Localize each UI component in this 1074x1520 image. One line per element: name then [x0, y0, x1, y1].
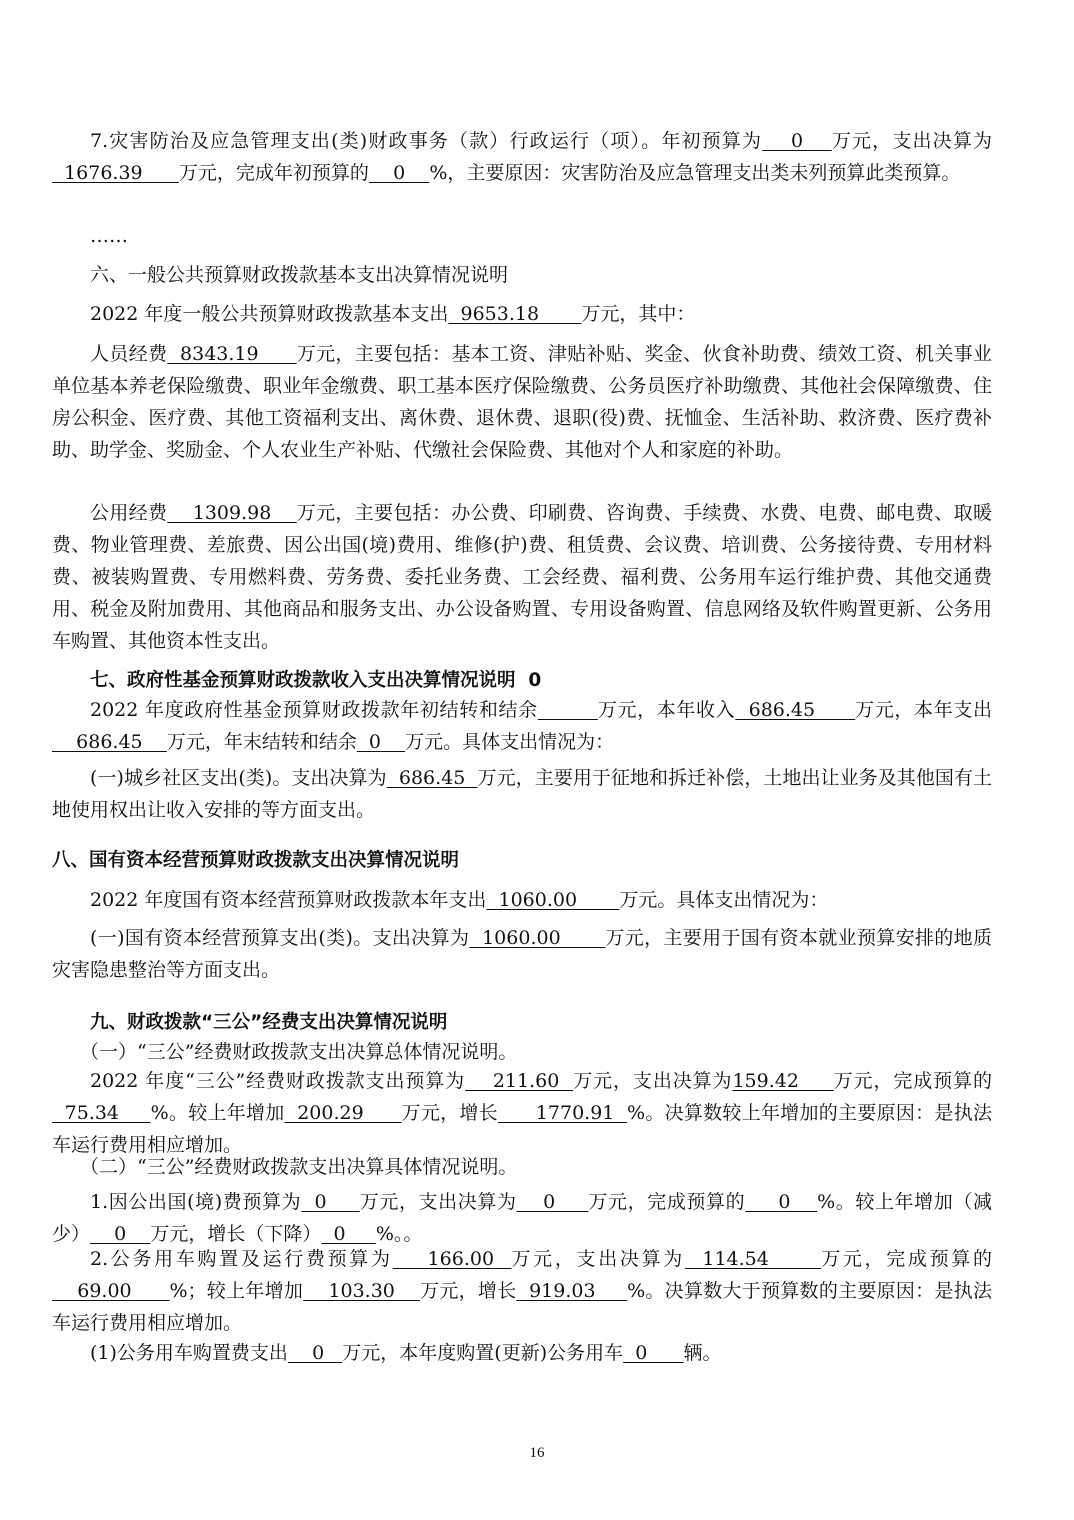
ellipsis: …… [90, 225, 128, 247]
section-6-title: 六、一般公共预算财政拨款基本支出决算情况说明 [90, 264, 509, 286]
value-percent: 0 [368, 162, 430, 184]
section-8-item-1: (一)国有资本经营预算支出(类)。支出决算为 1060.00 万元，主要用于国有资本就业预算安排的地质灾害隐患整治等方面支出。 [52, 927, 992, 981]
section-9-item-1: 1.因公出国(境)费预算为 0 万元，支出决算为 0 万元，完成预算的 0 %。较上年增加（减少） 0 万元，增长（下降） 0 %。。 [52, 1191, 992, 1245]
section-9-sub-2: （二）“三公”经费财政拨款支出决算具体情况说明。 [80, 1156, 518, 1178]
section-7-line-1: 2022 年度政府性基金预算财政拨款年初结转和结余 万元，本年收入 686.45 万元，本年支出 686.45 万元，年末结转和结余 0 万元。具体支出情况为： [52, 699, 992, 753]
section-8-line-1: 2022 年度国有资本经营预算财政拨款本年支出 1060.00 万元。具体支出情况为： [90, 889, 829, 911]
value-actual: 1676.39 [52, 162, 179, 184]
section-8-title: 八、国有资本经营预算财政拨款支出决算情况说明 [52, 850, 460, 871]
section-9-item-2-1: (1)公务用车购置费支出 0 万元，本年度购置(更新)公务用车 0 辆。 [90, 1342, 722, 1364]
section-7-title: 七、政府性基金预算财政拨款收入支出决算情况说明 0 [90, 670, 542, 691]
section-7-item-1: (一)城乡社区支出(类)。支出决算为 686.45 万元，主要用于征地和拆迁补偿，土地出让业务及其他国有土地使用权出让收入安排的等方面支出。 [52, 767, 993, 821]
page-number: 16 [529, 1445, 545, 1461]
section-6-personnel: 人员经费 8343.19 万元，主要包括：基本工资、津贴补贴、奖金、伙食补助费、绩效工资、机关事业单位基本养老保险缴费、职业年金缴费、职工基本医疗保险缴费、公务员医疗补助缴费、其他社会保障缴费、住房公积金、医疗费、其他工资福利支出、离休费、退休费、退职(役)费、抚恤金、生活补助、救济费、医疗费补助、助学金、奖励金、个人农业生产补贴、代缴社会保险费、其他对个人和家庭的补助。 [52, 343, 992, 461]
paragraph-item-7: 7.灾害防治及应急管理支出(类)财政事务（款）行政运行（项）。年初预算为 0 万元，支出决算为 1676.39 万元，完成年初预算的 0 %，主要原因：灾害防治及应急管理支出类未列预算此类预算。 [52, 130, 992, 184]
section-6-public: 公用经费 1309.98 万元，主要包括：办公费、印刷费、咨询费、手续费、水费、电费、邮电费、取暖费、物业管理费、差旅费、因公出国(境)费用、维修(护)费、租赁费、会议费、培训费、公务接待费、专用材料费、被装购置费、专用燃料费、劳务费、委托业务费、工会经费、福利费、公务用车运行维护费、其他交通费用、税金及附加费用、其他商品和服务支出、办公设备购置、专用设备购置、信息网络及软件购置更新、公务用车购置、其他资本性支出。 [52, 502, 992, 652]
section-9-item-2: 2.公务用车购置及运行费预算为 166.00 万元，支出决算为 114.54 万元，完成预算的 69.00 %；较上年增加 103.30 万元，增长 919.03 %。决算数大于预算数的主要原因：是执法车运行费用相应增加。 [52, 1248, 992, 1334]
section-9-sub-1: （一）“三公”经费财政拨款支出决算总体情况说明。 [80, 1041, 518, 1063]
section-6-line-1: 2022 年度一般公共预算财政拨款基本支出 9653.18 万元，其中： [90, 303, 696, 325]
section-9-overall: 2022 年度“三公”经费财政拨款支出预算为 211.60 万元，支出决算为159.42 万元，完成预算的 75.34 %。较上年增加 200.29 万元，增长 1770.91 %。决算数较上年增加的主要原因：是执法车运行费用相应增加。 [52, 1070, 992, 1156]
section-9-title: 九、财政拨款“三公”经费支出决算情况说明 [90, 1012, 448, 1033]
value-budget: 0 [762, 130, 832, 152]
